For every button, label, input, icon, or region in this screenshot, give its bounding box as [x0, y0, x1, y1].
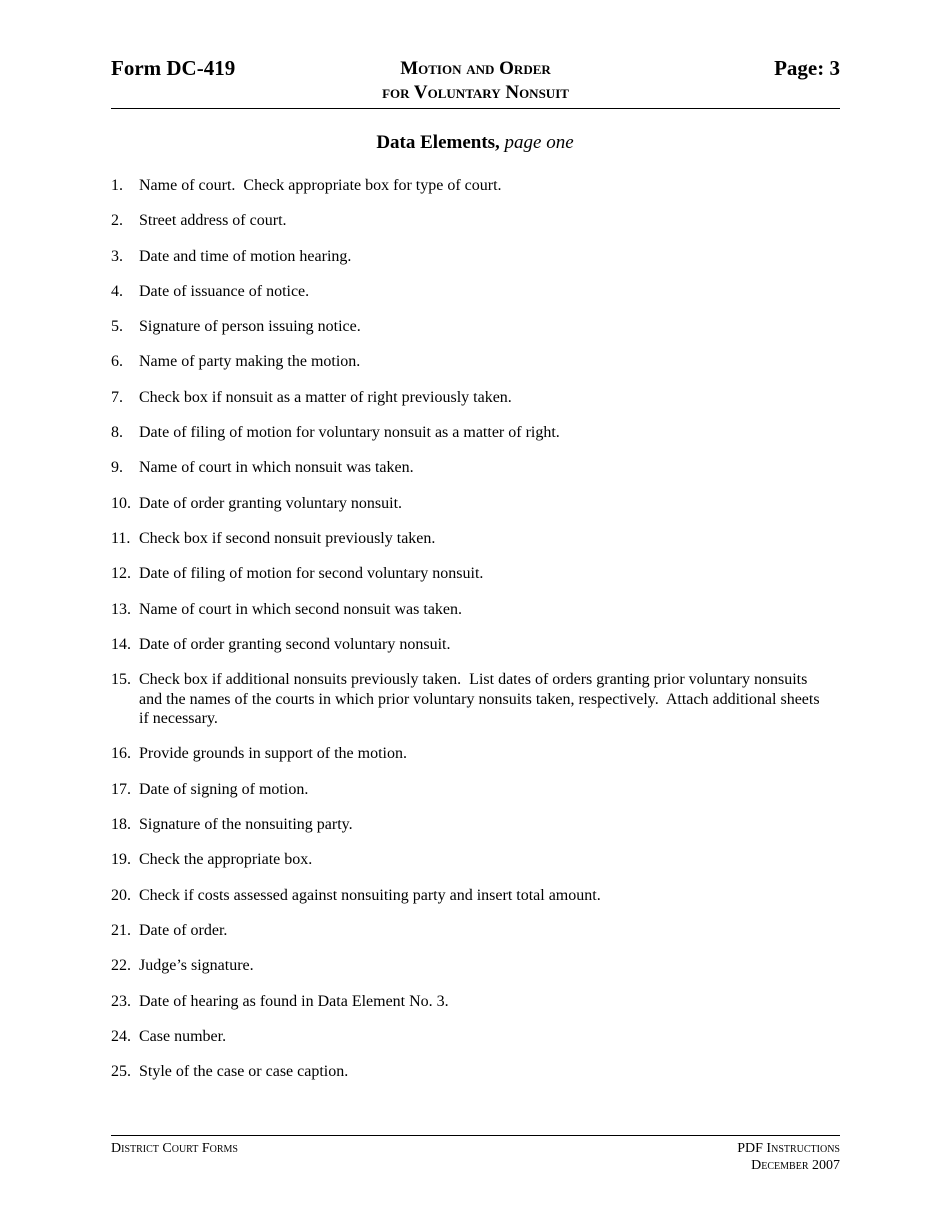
list-item-number: 18.	[111, 816, 131, 834]
list-item-number: 11.	[111, 529, 131, 547]
form-number: Form DC-419	[111, 56, 236, 80]
list-item-number: 2.	[111, 212, 123, 230]
list-item	[111, 886, 821, 906]
list-item	[111, 388, 821, 408]
list-item	[111, 458, 821, 478]
list-item-text: Judge’s signature.	[139, 957, 254, 975]
page-number: Page: 3	[774, 56, 840, 80]
list-item	[111, 1062, 821, 1082]
list-item	[111, 176, 821, 196]
list-item	[111, 282, 821, 302]
list-item-number: 7.	[111, 388, 123, 406]
list-item-text: Name of court in which nonsuit was taken.	[139, 459, 414, 477]
list-item-number: 13.	[111, 600, 131, 618]
list-item	[111, 600, 821, 620]
list-item-text: Check box if additional nonsuits previously taken. List dates of orders granting prior voluntary nonsuits and the names of the courts in which prior voluntary nonsuits taken, respectively. Attach additional sheets if necessary.	[139, 671, 824, 728]
form-title-line1: Motion and Order	[400, 58, 551, 79]
list-item	[111, 635, 821, 655]
list-item-text: Date and time of motion hearing.	[139, 247, 352, 265]
list-item-text: Street address of court.	[139, 212, 287, 230]
list-item-number: 8.	[111, 424, 123, 442]
list-item-text: Date of hearing as found in Data Element No. 3.	[139, 992, 449, 1010]
list-item-text: Date of signing of motion.	[139, 780, 309, 798]
list-item-number: 12.	[111, 565, 131, 583]
section-title-bold: Data Elements,	[376, 132, 500, 153]
list-item-text: Check if costs assessed against nonsuiting party and insert total amount.	[139, 886, 601, 904]
list-item-number: 1.	[111, 177, 123, 194]
list-item-text: Check box if nonsuit as a matter of right previously taken.	[139, 388, 512, 406]
list-item-text: Name of court in which second nonsuit was taken.	[139, 600, 463, 618]
list-item-number: 25.	[111, 1063, 131, 1081]
list-item	[111, 850, 821, 870]
page-header	[111, 56, 840, 109]
page-footer	[111, 1135, 840, 1173]
footer-right-line2: December 2007	[751, 1158, 840, 1173]
list-item-number: 22.	[111, 957, 131, 975]
form-title-line2: for Voluntary Nonsuit	[382, 82, 569, 103]
list-item	[111, 815, 821, 835]
footer-right-line1: PDF Instructions	[737, 1141, 840, 1156]
list-item	[111, 992, 821, 1012]
footer-right	[737, 1140, 840, 1174]
list-item	[111, 211, 821, 231]
list-item	[111, 494, 821, 514]
list-item-text: Name of party making the motion.	[139, 353, 361, 371]
section-title	[0, 132, 950, 154]
data-elements-list	[111, 176, 824, 1097]
list-item-number: 20.	[111, 886, 131, 904]
list-item	[111, 670, 824, 729]
list-item-number: 21.	[111, 921, 131, 939]
list-item-number: 16.	[111, 745, 131, 763]
list-item-number: 24.	[111, 1027, 131, 1045]
list-item-text: Date of filing of motion for second voluntary nonsuit.	[139, 565, 484, 583]
list-item-number: 19.	[111, 851, 131, 869]
list-item-text: Name of court. Check appropriate box for type of court.	[139, 177, 502, 194]
list-item-number: 4.	[111, 282, 123, 300]
list-item-number: 9.	[111, 459, 123, 477]
list-item	[111, 1027, 821, 1047]
list-item-text: Date of order.	[139, 921, 228, 939]
list-item	[111, 921, 821, 941]
list-item-number: 23.	[111, 992, 131, 1010]
list-item-number: 17.	[111, 780, 131, 798]
list-item-number: 10.	[111, 494, 131, 512]
list-item-number: 15.	[111, 671, 131, 689]
list-item	[111, 247, 821, 267]
list-item	[111, 744, 821, 764]
list-item-text: Date of filing of motion for voluntary nonsuit as a matter of right.	[139, 424, 560, 442]
list-item-text: Signature of person issuing notice.	[139, 318, 361, 336]
list-item-text: Date of order granting second voluntary nonsuit.	[139, 635, 451, 653]
list-item-number: 14.	[111, 635, 131, 653]
list-item-text: Date of issuance of notice.	[139, 282, 310, 300]
list-item-text: Date of order granting voluntary nonsuit.	[139, 494, 403, 512]
list-item-number: 6.	[111, 353, 123, 371]
list-item-text: Check the appropriate box.	[139, 851, 313, 869]
list-item	[111, 564, 821, 584]
list-item-number: 3.	[111, 247, 123, 265]
list-item	[111, 352, 821, 372]
list-item	[111, 423, 821, 443]
list-item-text: Style of the case or case caption.	[139, 1063, 349, 1081]
list-item	[111, 317, 821, 337]
list-item-number: 5.	[111, 318, 123, 336]
list-item	[111, 780, 821, 800]
section-title-italic: page one	[504, 132, 574, 153]
list-item-text: Provide grounds in support of the motion.	[139, 745, 407, 763]
list-item-text: Check box if second nonsuit previously taken.	[139, 529, 436, 547]
form-title	[111, 57, 840, 105]
list-item-text: Signature of the nonsuiting party.	[139, 816, 353, 834]
footer-left: District Court Forms	[111, 1141, 238, 1156]
list-item	[111, 956, 821, 976]
list-item	[111, 529, 821, 549]
list-item-text: Case number.	[139, 1027, 227, 1045]
